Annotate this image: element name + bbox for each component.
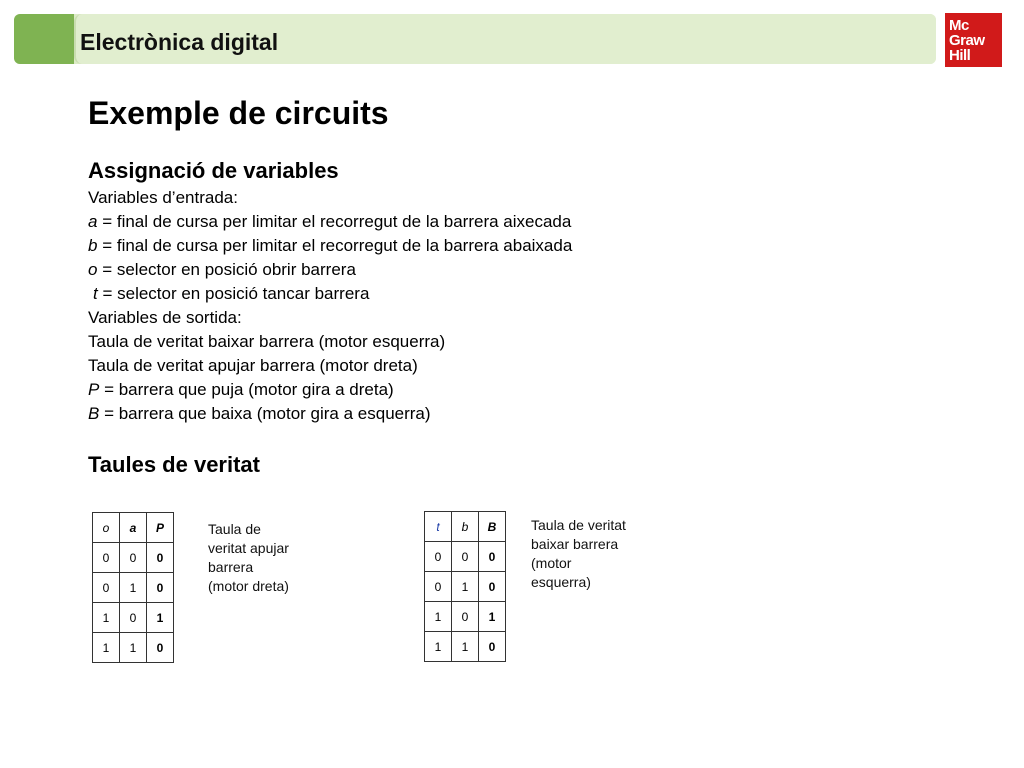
table-cell: 1 [452,632,479,662]
table-cell-output: 0 [479,572,506,602]
caption-line: Taula de veritat [531,517,626,533]
caption-line: baixar barrera [531,536,619,552]
variable-line-t [88,282,728,306]
variable-description: = barrera que baixa (motor gira a esquerra) [99,404,431,423]
table-cell: 0 [425,542,452,572]
caption-line: barrera [208,559,254,575]
table-row [425,602,506,632]
variable-symbol: b [88,236,98,255]
variable-symbol: P [88,380,100,399]
table-row [425,542,506,572]
caption-line: veritat apujar [208,540,289,556]
table-cell: 1 [452,572,479,602]
table-cell-output: 0 [147,633,174,663]
table-row [93,573,174,603]
table-down-caption [531,516,626,592]
caption-line: (motor [531,555,572,571]
table-cell: 0 [452,602,479,632]
table-cell-output: 1 [147,603,174,633]
variable-symbol: B [88,404,100,423]
table-row [425,572,506,602]
table-header-cell: b [452,512,479,542]
output-variable-b [88,402,728,426]
table-up-caption [208,520,289,596]
table-cell: 0 [93,543,120,573]
table-cell: 1 [93,633,120,663]
caption-line: esquerra) [531,574,591,590]
table-cell: 1 [120,633,147,663]
inputs-label: Variables d’entrada: [88,188,238,207]
output-variable-p [88,378,728,402]
table-row [93,603,174,633]
table-cell: 1 [425,632,452,662]
variable-line-b [88,234,728,258]
table-header-cell: B [479,512,506,542]
truth-table-down [424,511,506,662]
variable-description: = selector en posició obrir barrera [97,260,356,279]
logo-line-3: Hill [949,46,971,64]
outputs-label: Variables de sortida: [88,308,242,327]
table-cell: 1 [120,573,147,603]
variable-line-o [88,258,728,282]
header-accent [14,14,74,64]
table-row [425,632,506,662]
mcgraw-hill-logo [945,13,1002,67]
table-row [93,633,174,663]
output-line-down: Taula de veritat baixar barrera (motor esquerra) [88,332,446,351]
section-heading-variables: Assignació de variables [88,158,339,183]
table-cell-output: 0 [479,632,506,662]
logo-line-1: Mc [949,16,969,34]
table-header-cell: t [425,512,452,542]
variable-description: = selector en posició tancar barrera [97,284,370,303]
table-cell: 0 [452,542,479,572]
variable-symbol: t [93,284,98,303]
table-cell-output: 0 [147,573,174,603]
table-header-row [425,512,506,542]
variable-line-a [88,210,728,234]
variables-list [88,186,728,426]
caption-line: Taula de [208,521,261,537]
table-cell: 0 [120,543,147,573]
variable-symbol: o [88,260,98,279]
table-cell-output: 0 [479,542,506,572]
table-cell: 0 [120,603,147,633]
truth-table-up [92,512,174,663]
table-header-row [93,513,174,543]
table-header-cell: o [93,513,120,543]
table-header-cell: a [120,513,147,543]
page-title: Exemple de circuits [88,95,389,131]
table-cell: 0 [425,572,452,602]
caption-line: (motor dreta) [208,578,289,594]
output-line-up: Taula de veritat apujar barrera (motor dreta) [88,356,418,375]
table-header-cell: P [147,513,174,543]
table-cell: 1 [93,603,120,633]
variable-description: = barrera que puja (motor gira a dreta) [99,380,394,399]
table-row [93,543,174,573]
table-cell-output: 1 [479,602,506,632]
section-heading-truth-tables: Taules de veritat [88,452,260,477]
logo-line-2: Graw [949,31,985,49]
table-cell: 1 [425,602,452,632]
variable-description: = final de cursa per limitar el recorregut de la barrera abaixada [97,236,573,255]
table-cell: 0 [93,573,120,603]
variable-symbol: a [88,212,98,231]
table-cell-output: 0 [147,543,174,573]
variable-description: = final de cursa per limitar el recorregut de la barrera aixecada [97,212,572,231]
header-title: Electrònica digital [80,29,279,55]
